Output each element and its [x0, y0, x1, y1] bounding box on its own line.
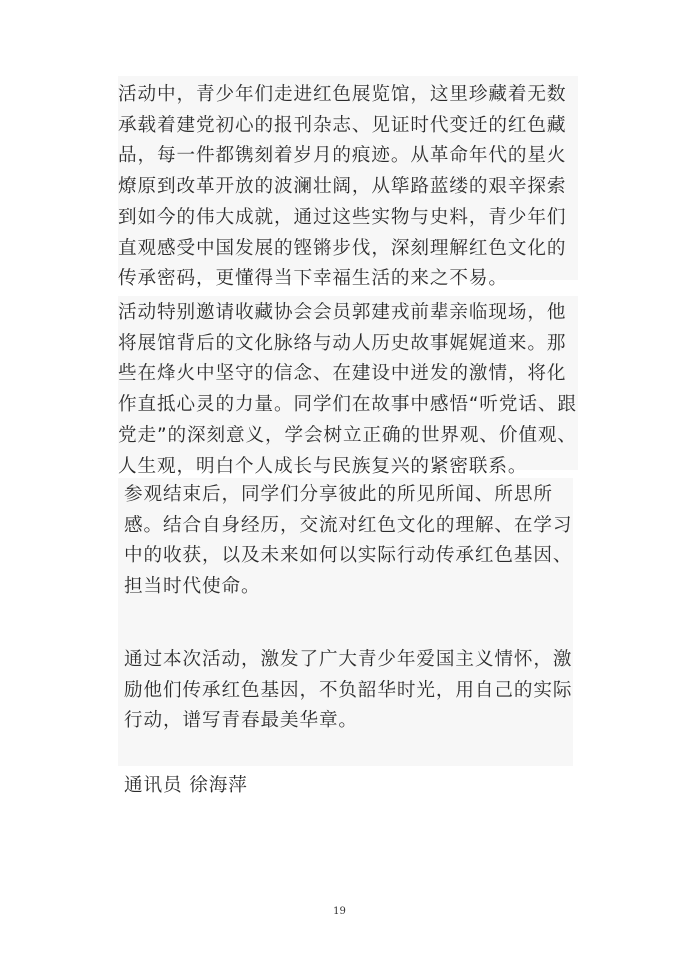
paragraph-exhibition-visit: 活动中，青少年们走进红色展览馆，这里珍藏着无数承载着建党初心的报刊杂志、见证时代变迁的红色藏品，每一件都镌刻着岁月的痕迹。从革命年代的星火燎原到改革开放的波澜壮阔，从筚路蓝缕的艰辛探索到如今的伟大成就，通过这些实物与史料，青少年们直观感受中国发展的铿锵步伐，深刻理解红色文化的传承密码，更懂得当下幸福生活的来之不易。	[118, 84, 567, 290]
paragraph-block-3	[118, 478, 573, 796]
paragraph-sharing: 参观结束后，同学们分享彼此的所见所闻、所思所感。结合自身经历，交流对红色文化的理解、在学习中的收获，以及未来如何以实际行动传承红色基因、担当时代使命。	[124, 484, 573, 598]
page-number: 19	[333, 906, 346, 917]
paragraph-block-2	[118, 296, 578, 477]
paragraph-block-1	[118, 76, 578, 290]
paragraph-conclusion: 通过本次活动，激发了广大青少年爱国主义情怀，激励他们传承红色基因，不负韶华时光，用自己的实际行动，谱写青春最美华章。	[124, 648, 573, 732]
byline: 通讯员 徐海萍	[124, 774, 248, 796]
paragraph-guest-speaker: 活动特别邀请收藏协会会员郭建戎前辈亲临现场，他将展馆背后的文化脉络与动人历史故事娓娓道来。那些在烽火中坚守的信念、在建设中迸发的激情，将化作直抵心灵的力量。同学们在故事中感悟“听党话、跟党走”的深刻意义，学会树立正确的世界观、价值观、人生观，明白个人成长与民族复兴的紧密联系。	[118, 302, 577, 477]
